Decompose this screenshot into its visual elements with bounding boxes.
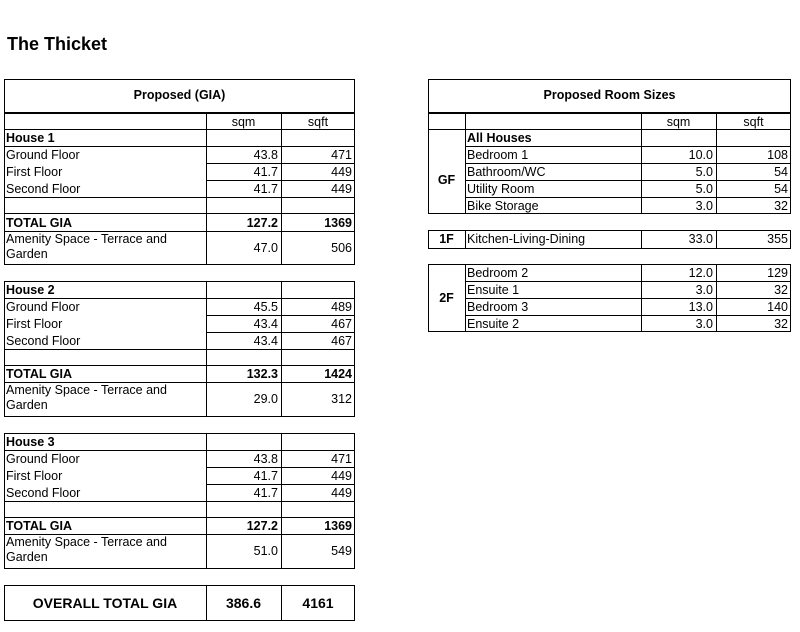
floor-sqft: 489	[331, 300, 352, 314]
room-sqm: 33.0	[688, 232, 713, 246]
floor-sqft: 471	[331, 148, 352, 162]
gia-col-sqft: sqft	[307, 115, 329, 129]
floor-sqft: 471	[331, 452, 352, 466]
floor-sqm: 41.7	[253, 182, 278, 196]
total-sqft: 1369	[324, 519, 352, 533]
page-title: The Thicket	[7, 34, 108, 54]
floor-sqm: 41.7	[253, 486, 278, 500]
floor-sqm: 45.5	[253, 300, 278, 314]
floor-label-2f: 2F	[439, 291, 454, 305]
amenity-sqm: 51.0	[253, 544, 278, 558]
room-sqm: 5.0	[695, 165, 713, 179]
floor-sqm: 43.4	[253, 317, 278, 331]
total-label: TOTAL GIA	[6, 367, 72, 381]
total-sqft: 1424	[324, 367, 352, 381]
room-name: Ensuite 1	[467, 283, 520, 297]
floor-label-1f: 1F	[439, 232, 454, 246]
room-name: Utility Room	[467, 182, 535, 196]
overall-total-sqm: 386.6	[225, 595, 262, 611]
house-name: House 2	[6, 283, 55, 297]
room-sqm: 13.0	[688, 300, 713, 314]
rooms-header: Proposed Room Sizes	[543, 88, 676, 102]
total-sqm: 132.3	[246, 367, 278, 381]
floor-label: First Floor	[6, 317, 63, 331]
all-houses-label: All Houses	[467, 131, 532, 145]
room-name: Bedroom 1	[467, 148, 529, 162]
room-sqm: 3.0	[695, 199, 713, 213]
total-label: TOTAL GIA	[6, 216, 72, 230]
room-name: Bike Storage	[467, 199, 539, 213]
room-sqm: 3.0	[695, 317, 713, 331]
room-sqft: 32	[774, 199, 788, 213]
floor-sqm: 43.4	[253, 334, 278, 348]
amenity-sqm: 47.0	[253, 241, 278, 255]
floor-sqft: 467	[331, 317, 352, 331]
amenity-label: Amenity Space - Terrace and Garden	[6, 232, 167, 261]
floor-label-gf: GF	[437, 173, 456, 187]
floor-label: Second Floor	[6, 182, 81, 196]
floor-sqft: 467	[331, 334, 352, 348]
room-sqm: 12.0	[688, 266, 713, 280]
floor-sqm: 41.7	[253, 469, 278, 483]
gia-col-sqm: sqm	[231, 115, 256, 129]
total-sqft: 1369	[324, 216, 352, 230]
floor-label: Ground Floor	[6, 300, 80, 314]
amenity-sqft: 506	[331, 241, 352, 255]
floor-label: Second Floor	[6, 486, 81, 500]
floor-label: First Floor	[6, 469, 63, 483]
amenity-sqft: 312	[331, 392, 352, 406]
room-sqft: 54	[774, 182, 788, 196]
room-sqft: 129	[767, 266, 788, 280]
amenity-label: Amenity Space - Terrace and Garden	[6, 535, 167, 564]
floor-sqft: 449	[331, 165, 352, 179]
floor-label: Ground Floor	[6, 452, 80, 466]
floor-sqft: 449	[331, 182, 352, 196]
floor-label: Second Floor	[6, 334, 81, 348]
rooms-col-sqft: sqft	[743, 115, 764, 129]
room-sqm: 5.0	[695, 182, 713, 196]
room-name: Bedroom 2	[467, 266, 529, 280]
room-name: Ensuite 2	[467, 317, 520, 331]
total-sqm: 127.2	[246, 519, 278, 533]
floor-label: Ground Floor	[6, 148, 80, 162]
overall-total-sqft: 4161	[302, 595, 334, 611]
room-sqft: 108	[767, 148, 788, 162]
room-name: Bedroom 3	[467, 300, 529, 314]
room-sqft: 32	[774, 283, 788, 297]
room-sqm: 10.0	[688, 148, 713, 162]
room-sqft: 355	[767, 232, 788, 246]
total-sqm: 127.2	[246, 216, 278, 230]
house-name: House 3	[6, 435, 55, 449]
floor-sqm: 43.8	[253, 148, 278, 162]
room-name: Kitchen-Living-Dining	[467, 232, 586, 246]
room-sqft: 54	[774, 165, 788, 179]
amenity-label: Amenity Space - Terrace and Garden	[6, 383, 167, 412]
floor-label: First Floor	[6, 165, 63, 179]
house-name: House 1	[6, 131, 55, 145]
amenity-sqft: 549	[331, 544, 352, 558]
floor-sqft: 449	[331, 469, 352, 483]
room-sqft: 140	[767, 300, 788, 314]
room-name: Bathroom/WC	[467, 165, 546, 179]
floor-sqft: 449	[331, 486, 352, 500]
gia-header: Proposed (GIA)	[133, 88, 226, 102]
rooms-col-sqm: sqm	[666, 115, 691, 129]
total-label: TOTAL GIA	[6, 519, 72, 533]
overall-total-label: OVERALL TOTAL GIA	[32, 595, 178, 611]
amenity-sqm: 29.0	[253, 392, 278, 406]
floor-sqm: 43.8	[253, 452, 278, 466]
room-sqm: 3.0	[695, 283, 713, 297]
room-sqft: 32	[774, 317, 788, 331]
floor-sqm: 41.7	[253, 165, 278, 179]
